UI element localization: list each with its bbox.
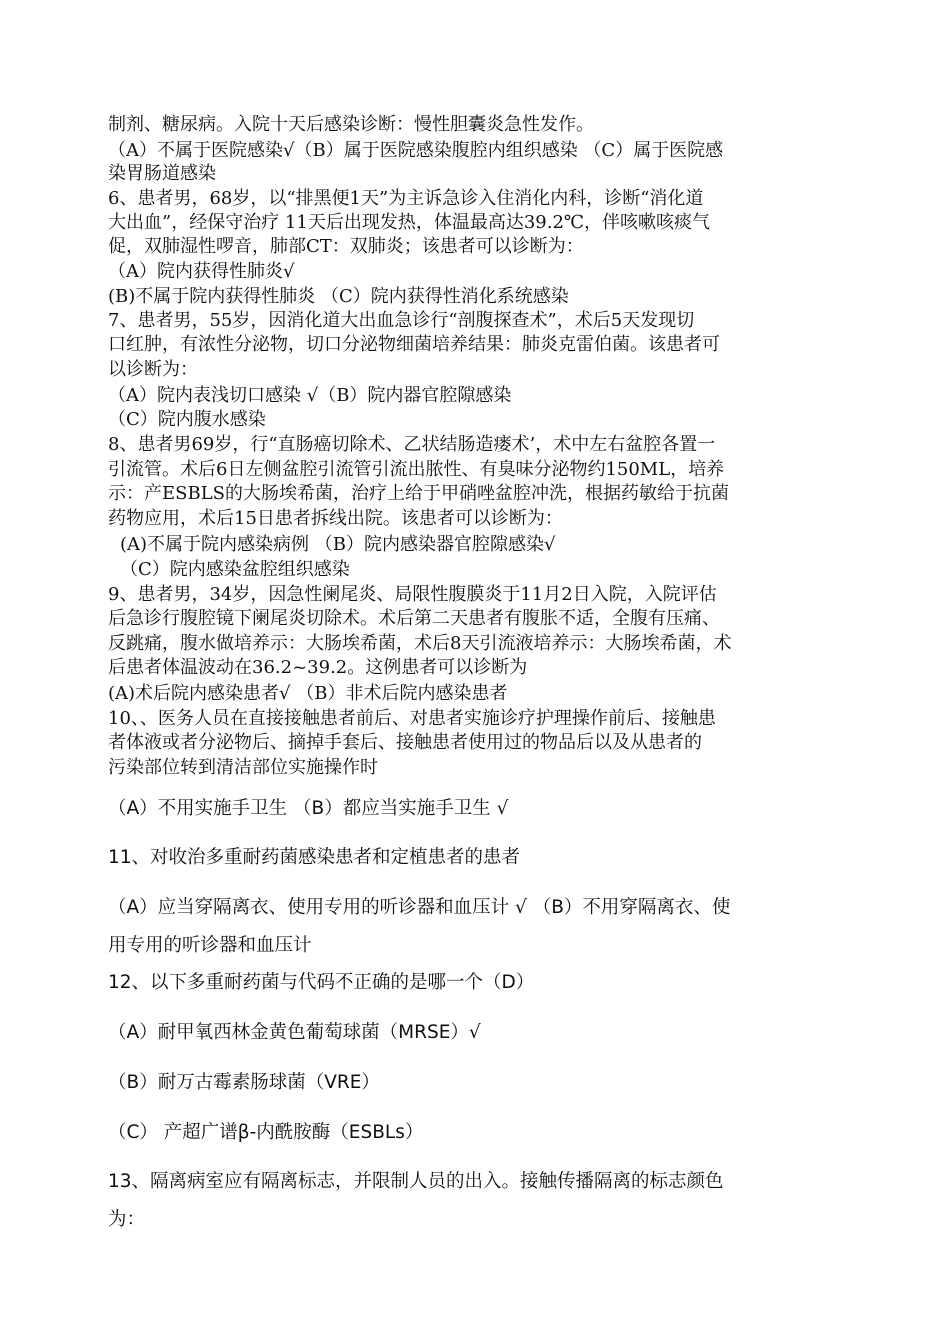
- option-line: （A）不用实施手卫生 （B）都应当实施手卫生 √: [108, 798, 509, 819]
- question-8: 8、患者男69岁，行“直肠癌切除术、乙状结肠造瘘术’，术中左右盆腔各置一: [108, 434, 716, 455]
- option-line: （A）院内表浅切口感染 √（B）院内器官腔隙感染: [108, 385, 512, 406]
- text-line: 者体液或者分泌物后、摘掉手套后、接触患者使用过的物品后以及从患者的: [108, 732, 702, 753]
- option-line: (A)不属于院内感染病例 （B）院内感染器官腔隙感染√: [120, 534, 556, 555]
- text-line: 口红肿，有浓性分泌物，切口分泌物细菌培养结果：肺炎克雷伯菌。该患者可: [108, 334, 720, 355]
- option-line: （A）应当穿隔离衣、使用专用的听诊器和血压计 √ （B）不用穿隔离衣、使: [108, 897, 731, 918]
- option-line: （C） 产超广谱β-内酰胺酶（ESBLs）: [108, 1122, 424, 1143]
- option-line: （A）耐甲氧西林金黄色葡萄球菌（MRSE）√: [108, 1022, 481, 1043]
- text-line: 以诊断为：: [108, 359, 198, 380]
- option-line: 用专用的听诊器和血压计: [108, 935, 312, 956]
- question-11: 11、对收治多重耐药菌感染患者和定植患者的患者: [108, 847, 521, 868]
- text-line: 促，双肺湿性啰音，肺部CT：双肺炎；该患者可以诊断为：: [108, 236, 584, 257]
- option-line: (A)术后院内感染患者√ （B）非术后院内感染患者: [108, 683, 508, 704]
- option-line: （C）院内感染盆腔组织感染: [120, 559, 350, 580]
- option-line: （A）院内获得性肺炎√: [108, 261, 295, 282]
- option-line: （A）不属于医院感染√（B）属于医院感染腹腔内组织感染 （C）属于医院感: [108, 140, 724, 161]
- text-line: 大出血”，经保守治疗 11天后出现发热，体温最高达39.2℃，伴咳嗽咳痰气: [108, 212, 711, 233]
- option-line: 染胃肠道感染: [108, 163, 216, 184]
- question-10: 10、、医务人员在直接接触患者前后、对患者实施诊疗护理操作前后、接触患: [108, 708, 716, 729]
- text-line: 污染部位转到清洁部位实施操作时: [108, 757, 378, 778]
- text-line: 后急诊行腹腔镜下阑尾炎切除术。术后第二天患者有腹胀不适，全腹有压痛、: [108, 608, 720, 629]
- option-line: （B）耐万古霉素肠球菌（VRE）: [108, 1072, 380, 1093]
- question-12: 12、以下多重耐药菌与代码不正确的是哪一个（D）: [108, 972, 535, 993]
- text-line: 示：产ESBLS的大肠埃希菌，治疗上给于甲硝唑盆腔冲洗，根据药敏给于抗菌: [108, 483, 729, 504]
- text-line: 反跳痛，腹水做培养示：大肠埃希菌，术后8天引流液培养示：大肠埃希菌，术: [108, 633, 732, 654]
- text-line: 引流管。术后6日左侧盆腔引流管引流出脓性、有臭味分泌物约150ML，培养: [108, 459, 725, 480]
- text-line: 药物应用，术后15日患者拆线出院。该患者可以诊断为：: [108, 508, 563, 529]
- question-9: 9、患者男，34岁，因急性阑尾炎、局限性腹膜炎于11月2日入院，入院评估: [108, 584, 717, 605]
- text-line: 为：: [108, 1209, 146, 1230]
- text-line: 后患者体温波动在36.2~39.2。这例患者可以诊断为: [108, 657, 528, 678]
- question-7: 7、患者男，55岁，因消化道大出血急诊行“剖腹探查术”，术后5天发现切: [108, 310, 695, 331]
- question-6: 6、患者男，68岁，以“排黑便1天”为主诉急诊入住消化内科，诊断“消化道: [108, 188, 704, 209]
- option-line: (B)不属于院内获得性肺炎 （C）院内获得性消化系统感染: [108, 286, 569, 307]
- text-line: 制剂、糖尿病。入院十天后感染诊断：慢性胆囊炎急性发作。: [108, 114, 594, 135]
- question-13: 13、隔离病室应有隔离标志，并限制人员的出入。接触传播隔离的标志颜色: [108, 1171, 724, 1192]
- option-line: （C）院内腹水感染: [108, 409, 266, 430]
